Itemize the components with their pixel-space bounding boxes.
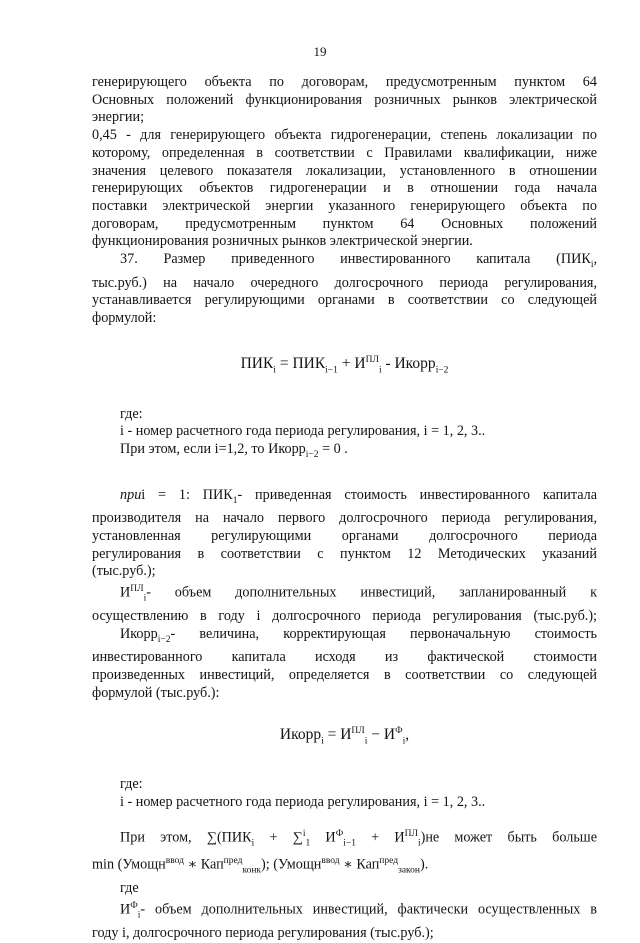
text-fragment: )не может быть больше (420, 829, 598, 846)
text-fragment: - приведенная стоимость инвестированного капитала (237, 486, 597, 503)
text-fragment: И (310, 829, 336, 846)
formula-term: И (340, 725, 352, 743)
paragraph-37-line: 37. Размер приведенного инвестированного капитала ($ПИК_i$, (120, 251, 597, 270)
formula-term: - Икорр (381, 354, 436, 372)
subscript: i (137, 910, 141, 921)
text-line: устанавливается регулирующими органами в соответствии со следующей (92, 292, 597, 309)
text-line: регулирования в соответствии с пунктом 12 Методических указаний (92, 545, 597, 562)
superscript: пред (223, 856, 243, 867)
text-line: функционирования розничных рынков электрической энергии. (92, 233, 473, 250)
text-fragment: - объем дополнительных инвестиций, фактически осуществленных в (140, 901, 597, 918)
superscript: ПЛ (365, 354, 379, 365)
spacer (92, 465, 597, 487)
formula-op: + (337, 354, 355, 372)
text-line: поставки электрической энергии указанного генерирующего объекта по (92, 197, 597, 214)
text-fragment: = 0 . (318, 441, 348, 458)
where-line: i - номер расчетного года периода регулирования, i = 1, 2, 3.. (120, 794, 486, 811)
text-fragment: - величина, корректирующая первоначальную стоимость (170, 625, 597, 642)
when-line (120, 441, 597, 465)
text-fragment: ∑(ПИК (206, 829, 252, 846)
subscript: i−1 (343, 838, 356, 849)
text-fragment: ∗ Кап (183, 856, 224, 873)
superscript: Ф (130, 901, 138, 912)
subscript: 1 (305, 838, 311, 849)
subscript: i (364, 735, 368, 746)
text-fragment: min (Умощн (92, 856, 166, 873)
formula-term: И (354, 354, 366, 372)
ikorr-line (92, 626, 597, 650)
where-label: где: (120, 776, 143, 793)
text-line: произведенных инвестиций, определяется в соответствии со следующей (92, 667, 597, 684)
subscript: i (378, 364, 382, 375)
body-text (92, 74, 597, 943)
text-line: генерирующих объектов гидрогенерации и в отношении года начала (92, 180, 597, 197)
text-fragment: И (120, 901, 131, 918)
text-line: значения целевого показателя локализации, установленного в отношении (92, 162, 597, 179)
text-fragment: при (120, 486, 142, 503)
superscript: i (302, 828, 306, 839)
formula-term: − И (367, 725, 396, 743)
text-line: тыс.руб.) на начало очередного долгосрочного периода регулирования, (92, 274, 597, 291)
formula-term: ПИК (240, 354, 274, 372)
subscript: i (251, 838, 255, 849)
text-fragment: При этом, если i=1,2, то Икорр (120, 441, 306, 458)
text-line: которому, определенная в соответствии с Правилами квалификации, ниже (92, 144, 597, 161)
superscript: ПЛ (351, 725, 365, 736)
formula-term: ПИК (292, 354, 326, 372)
spacer (92, 812, 597, 826)
text-line: производителя на начало первого долгосрочного периода регулирования, (92, 510, 597, 527)
where-label: где: (120, 405, 143, 422)
superscript: Ф (335, 828, 344, 839)
text-line: формулой: (92, 309, 157, 326)
text-fragment: ). (420, 856, 429, 873)
subscript: i−2 (435, 364, 449, 375)
subscript: i (417, 838, 421, 849)
text-line: установленная регулирующими органами долгосрочного периода (92, 527, 597, 544)
subscript: i (321, 735, 324, 746)
where-line: i - номер расчетного года периода регулирования, i = 1, 2, 3.. (120, 423, 486, 440)
condition-line (92, 826, 597, 853)
text-line: 0,45 - для генерирующего объекта гидрогенерации, степень локализации по (92, 127, 597, 144)
text-fragment: И (120, 584, 131, 601)
subscript: i−1 (325, 364, 338, 375)
formula-ikorr (92, 723, 597, 751)
text-fragment: Икорр (120, 625, 158, 642)
superscript: Ф (395, 725, 403, 736)
text-fragment: + ∑ (254, 829, 303, 846)
text-fragment: - объем дополнительных инвестиций, запланированный к (146, 584, 597, 601)
superscript: ввод (165, 856, 184, 867)
condition-min-line (92, 853, 597, 880)
where-label: где (120, 880, 139, 897)
subscript: i (273, 364, 276, 375)
subscript: i (590, 259, 594, 270)
text-line: генерирующего объекта по договорам, предусмотренным пунктом 64 (92, 74, 597, 90)
page-number: 19 (313, 44, 327, 59)
text-line: осуществлению в году i долгосрочного периода регулирования (тыс.руб.); (92, 608, 597, 625)
text-fragment: + И (355, 829, 405, 846)
formula-op: , (405, 725, 410, 743)
subscript: конк (242, 865, 262, 876)
ipl-line (92, 581, 597, 608)
text-fragment: ∗ Кап (339, 856, 380, 873)
text-line: договорам, предусмотренным пунктом 64 Основных положений (92, 215, 597, 232)
text-fragment: i = 1: ПИК (141, 486, 233, 503)
text-line: энергии; (92, 109, 145, 126)
text-line: году i, долгосрочного периода регулирования (тыс.руб.); (92, 925, 434, 942)
formula-pik (92, 352, 597, 380)
if-line (92, 898, 597, 925)
subscript: i−2 (157, 634, 171, 645)
formula-op: = (323, 725, 341, 743)
text-line: Основных положений функционирования розничных рынков электрической (92, 91, 597, 108)
text-line: формулой (тыс.руб.): (92, 684, 220, 701)
text-fragment: ); (Умощн (261, 856, 322, 873)
superscript: ПЛ (130, 583, 144, 594)
subscript: i−2 (305, 449, 319, 460)
text-fragment: При этом, (120, 829, 192, 846)
text-fragment: 37. Размер приведенного инвестированного капитала (ПИК (120, 251, 591, 268)
formula-term: Икорр (279, 725, 322, 743)
superscript: ПЛ (404, 828, 418, 839)
text-line: инвестированного капитала исходя из фактической стоимости (92, 649, 597, 666)
pik1-line (92, 487, 597, 511)
text-line: (тыс.руб.); (92, 563, 156, 580)
subscript: 1 (232, 495, 238, 506)
formula-op: = (275, 354, 293, 372)
superscript: ввод (321, 856, 340, 867)
subscript: i (402, 735, 406, 746)
superscript: пред (379, 856, 399, 867)
subscript: закон (398, 865, 420, 876)
subscript: i (143, 593, 147, 604)
